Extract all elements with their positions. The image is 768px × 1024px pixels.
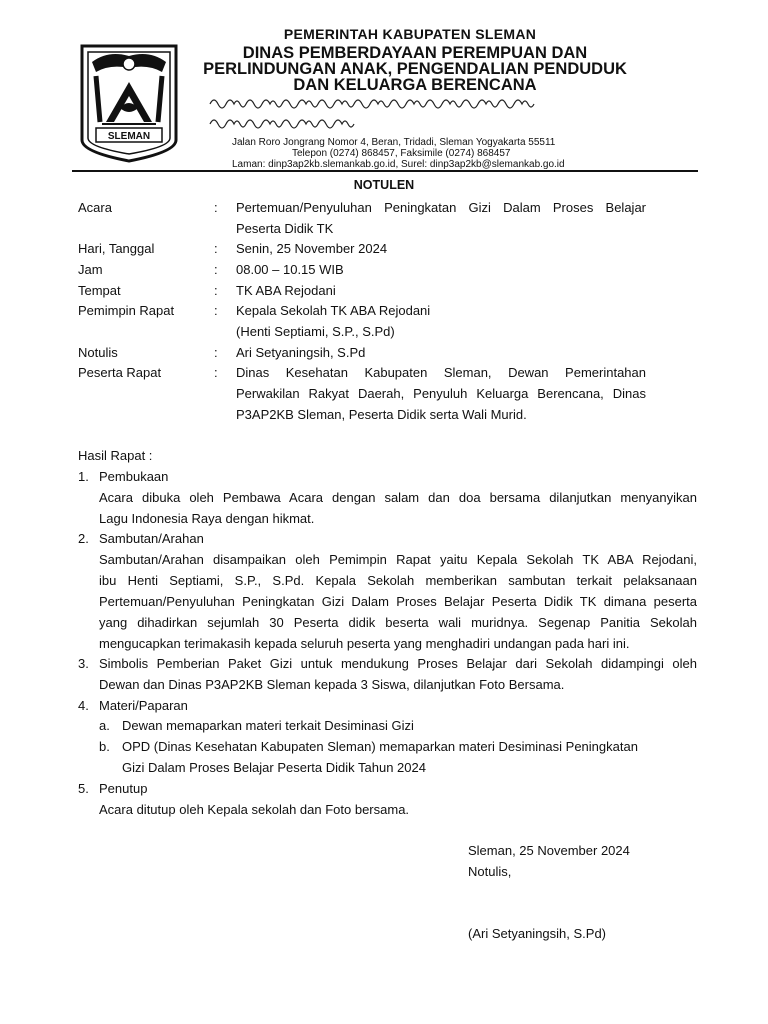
paragraph-line: ibu Henti Septiami, S.P., S.Pd. Kepala Sekolah memberikan sambutan terkait pelaksanaan	[99, 573, 697, 588]
sleman-logo-emblem	[78, 42, 180, 164]
acara-value	[236, 197, 646, 239]
paragraph-line: yang dihadirkan sejumlah 30 Peserta didik beserta wali muridnya. Segenap Panitia Sekolah	[99, 615, 697, 630]
item-title: Penutup	[99, 781, 148, 796]
peserta-value-line1: Dinas Kesehatan Kabupaten Sleman, Dewan Pemerintahan	[236, 365, 646, 380]
web-email: Laman: dinp3ap2kb.slemankab.go.id, Surel: dinp3ap2kb@slemankab.go.id	[232, 159, 565, 170]
tanggal-label: Hari, Tanggal	[78, 241, 155, 256]
colon: :	[214, 200, 218, 215]
tempat-value: TK ABA Rejodani	[236, 283, 336, 298]
item-pembukaan	[99, 466, 697, 529]
signature-place-date: Sleman, 25 November 2024	[468, 843, 630, 858]
acara-label: Acara	[78, 200, 112, 215]
notulis-value: Ari Setyaningsih, S.Pd	[236, 345, 366, 360]
pemimpin-value-line2: (Henti Septiami, S.P., S.Pd)	[236, 324, 395, 339]
letterhead-divider	[72, 170, 698, 172]
logo-text: SLEMAN	[107, 131, 151, 142]
peserta-value-line3: P3AP2KB Sleman, Peserta Didik serta Wali Murid.	[236, 407, 527, 422]
sub-item-label: b.	[99, 739, 110, 754]
signature-role: Notulis,	[468, 864, 512, 879]
tanggal-value: Senin, 25 November 2024	[236, 241, 388, 256]
paragraph-line: Lagu Indonesia Raya dengan hikmat.	[99, 511, 315, 526]
pemimpin-value-line1: Kepala Sekolah TK ABA Rejodani	[236, 303, 431, 318]
javanese-script-decoration	[208, 92, 638, 132]
phone: Telepon (0274) 868457, Faksimile (0274) 868457	[292, 148, 511, 159]
address: Jalan Roro Jongrang Nomor 4, Beran, Tridadi, Sleman Yogyakarta 55511	[232, 137, 556, 148]
acara-value-line1: Pertemuan/Penyuluhan Peningkatan Gizi Dalam Proses Belajar	[236, 200, 646, 215]
item-title: Pembukaan	[99, 469, 169, 484]
paragraph-line: Simbolis Pemberian Paket Gizi untuk mendukung Proses Belajar dari Sekolah didampingi oleh	[99, 656, 697, 671]
tempat-label: Tempat	[78, 283, 121, 298]
item-title: Sambutan/Arahan	[99, 531, 204, 546]
signature-name: (Ari Setyaningsih, S.Pd)	[468, 926, 607, 941]
jam-value: 08.00 – 10.15 WIB	[236, 262, 344, 277]
colon: :	[214, 283, 218, 298]
agency-name-line2: PERLINDUNGAN ANAK, PENGENDALIAN PENDUDUK	[203, 60, 627, 78]
sub-item-text: Dewan memaparkan materi terkait Desiminasi Gizi	[122, 718, 414, 733]
sub-item-line: OPD (Dinas Kesehatan Kabupaten Sleman) memaparkan materi Desiminasi Peningkatan	[122, 739, 638, 754]
government-name: PEMERINTAH KABUPATEN SLEMAN	[283, 26, 537, 42]
item-materi-title: Materi/Paparan	[99, 698, 188, 713]
agency-name-line1: DINAS PEMBERDAYAAN PEREMPUAN DAN	[242, 44, 588, 62]
item-number: 1.	[78, 469, 89, 484]
pemimpin-label: Pemimpin Rapat	[78, 303, 175, 318]
agency-name-line3: DAN KELUARGA BERENCANA	[293, 76, 537, 94]
item-number: 5.	[78, 781, 89, 796]
paragraph-line: Acara dibuka oleh Pembawa Acara dengan salam dan doa bersama dilanjutkan menyanyikan	[99, 490, 697, 505]
colon: :	[214, 262, 218, 277]
colon: :	[214, 365, 218, 380]
paragraph-line: Dewan dan Dinas P3AP2KB Sleman kepada 3 Siswa, dilanjutkan Foto Bersama.	[99, 677, 565, 692]
colon: :	[214, 303, 218, 318]
contact-block	[232, 137, 632, 170]
item-simbolis	[99, 653, 697, 695]
paragraph-line: Acara ditutup oleh Kepala sekolah dan Foto bersama.	[99, 802, 410, 817]
peserta-label: Peserta Rapat	[78, 365, 162, 380]
paragraph-line: mengucapkan terimakasih kepada seluruh peserta yang menghadiri undangan pada hari ini.	[99, 636, 630, 651]
jam-label: Jam	[78, 262, 103, 277]
paragraph-line: Sambutan/Arahan disampaikan oleh Pemimpin Rapat yaitu Kepala Sekolah TK ABA Rejodani,	[99, 552, 697, 567]
item-sambutan	[99, 528, 697, 654]
paragraph-line: Pertemuan/Penyuluhan Peningkatan Gizi Dalam Proses Belajar Peserta Didik TK dimana peserta	[99, 594, 697, 609]
sub-item-text	[122, 736, 697, 778]
sub-item-line: Gizi Dalam Proses Belajar Peserta Didik Tahun 2024	[122, 760, 426, 775]
item-number: 4.	[78, 698, 89, 713]
peserta-value	[236, 362, 646, 425]
item-penutup	[99, 778, 697, 820]
notulis-label: Notulis	[78, 345, 118, 360]
acara-value-line2: Peserta Didik TK	[236, 221, 334, 236]
colon: :	[214, 345, 218, 360]
document-title: NOTULEN	[353, 178, 415, 192]
colon: :	[214, 241, 218, 256]
agency-name	[190, 45, 640, 93]
peserta-value-line2: Perwakilan Rakyat Daerah, Penyuluh Keluarga Berencana, Dinas	[236, 386, 646, 401]
item-number: 3.	[78, 656, 89, 671]
sub-item-label: a.	[99, 718, 110, 733]
item-number: 2.	[78, 531, 89, 546]
hasil-heading: Hasil Rapat :	[78, 448, 153, 463]
pemimpin-value	[236, 300, 646, 342]
